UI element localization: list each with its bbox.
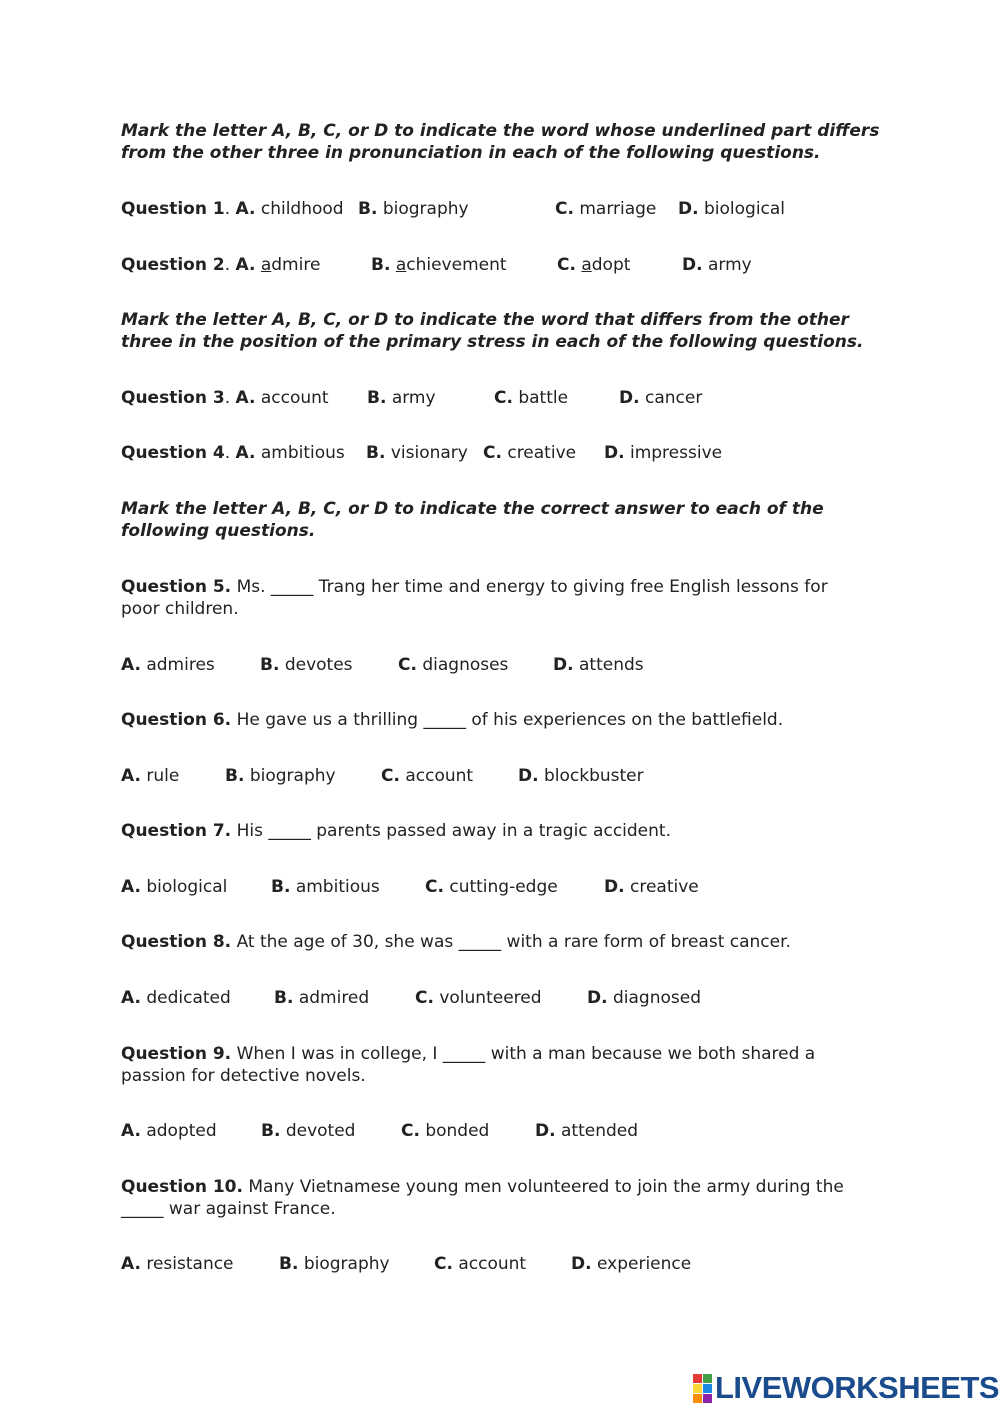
option-a[interactable]: rule [146, 766, 180, 786]
option-d[interactable]: impressive [629, 443, 723, 463]
question-7-stem: Question 7. His _____ parents passed away in a tragic accident. [121, 821, 671, 841]
instruction-correct-answer: Mark the letter A, B, C, or D to indicate the correct answer to each of the following questions. [121, 499, 824, 541]
option-b[interactable]: achievement [395, 255, 507, 275]
question-label: Question 4 [121, 443, 225, 463]
logo-square [703, 1374, 712, 1383]
question-9-options: A. adopted B. devoted C. bonded D. attended [121, 1121, 639, 1141]
instruction-pronunciation: Mark the letter A, B, C, or D to indicate the word whose underlined part differs from the other three in pronunciation in each of the following questions. [121, 121, 880, 163]
option-a[interactable]: biological [146, 877, 228, 897]
question-7-options: A. biological B. ambitious C. cutting-edge D. creative [121, 877, 699, 897]
option-c[interactable]: marriage [579, 199, 657, 219]
option-a[interactable]: resistance [146, 1254, 234, 1274]
question-9-stem: Question 9. When I was in college, I _____ with a man because we both shared a passion for detective novels. [121, 1044, 816, 1086]
option-b[interactable]: biography [382, 199, 469, 219]
question-label: Question 9. [121, 1044, 232, 1064]
question-8-options: A. dedicated B. admired C. volunteered D. diagnosed [121, 988, 701, 1008]
question-5-stem: Question 5. Ms. _____ Trang her time and energy to giving free English lessons for poor children. [121, 577, 828, 619]
option-d[interactable]: experience [596, 1254, 692, 1274]
option-b[interactable]: army [391, 388, 436, 408]
option-b[interactable]: visionary [390, 443, 468, 463]
question-4: Question 4. A. ambitious B. visionary C. creative D. impressive [121, 443, 723, 463]
option-d[interactable]: attended [560, 1121, 639, 1141]
question-3: Question 3. A. account B. army C. battle D. cancer [121, 388, 703, 408]
option-a[interactable]: adopted [146, 1121, 217, 1141]
question-label: Question 2 [121, 255, 225, 275]
question-2: Question 2. A. admire B. achievement C. adopt D. army [121, 255, 752, 275]
question-10-options: A. resistance B. biography C. account D. experience [121, 1254, 692, 1274]
option-a[interactable]: dedicated [146, 988, 231, 1008]
instruction-stress: Mark the letter A, B, C, or D to indicate the word that differs from the other three in the position of the primary stress in each of the following questions. [121, 310, 864, 352]
option-a[interactable]: ambitious [260, 443, 345, 463]
option-d[interactable]: diagnosed [612, 988, 701, 1008]
option-a[interactable]: admire [260, 255, 321, 275]
option-c[interactable]: battle [518, 388, 569, 408]
option-c[interactable]: diagnoses [422, 655, 509, 675]
option-a[interactable]: admires [146, 655, 215, 675]
question-label: Question 3 [121, 388, 225, 408]
question-8-stem: Question 8. At the age of 30, she was _____ with a rare form of breast cancer. [121, 932, 791, 952]
option-d[interactable]: blockbuster [543, 766, 644, 786]
option-a[interactable]: childhood [260, 199, 344, 219]
question-label: Question 1 [121, 199, 225, 219]
option-b[interactable]: devotes [284, 655, 353, 675]
option-d[interactable]: attends [578, 655, 644, 675]
option-c[interactable]: account [458, 1254, 527, 1274]
logo-square [693, 1384, 702, 1393]
option-a[interactable]: account [260, 388, 329, 408]
logo-square [703, 1394, 712, 1403]
liveworksheets-logo [693, 1372, 999, 1404]
option-c[interactable]: account [405, 766, 474, 786]
question-label: Question 8. [121, 932, 232, 952]
option-b[interactable]: biography [303, 1254, 390, 1274]
option-b[interactable]: biography [249, 766, 336, 786]
option-d[interactable]: creative [629, 877, 699, 897]
option-d[interactable]: biological [703, 199, 786, 219]
question-6-stem: Question 6. He gave us a thrilling _____ of his experiences on the battlefield. [121, 710, 784, 730]
option-c[interactable]: adopt [581, 255, 631, 275]
question-1: Question 1. A. childhood B. biography C. marriage D. biological [121, 199, 786, 219]
question-6-options: A. rule B. biography C. account D. blockbuster [121, 766, 644, 786]
option-c[interactable]: cutting-edge [449, 877, 558, 897]
option-d[interactable]: cancer [644, 388, 703, 408]
option-b[interactable]: devoted [285, 1121, 356, 1141]
question-label: Question 10. [121, 1177, 243, 1197]
option-c[interactable]: bonded [425, 1121, 490, 1141]
logo-square [693, 1374, 702, 1383]
question-5-options: A. admires B. devotes C. diagnoses D. attends [121, 655, 644, 675]
option-c[interactable]: creative [507, 443, 577, 463]
logo-text: LIVEWORKSHEETS [715, 1370, 1000, 1405]
option-c[interactable]: volunteered [439, 988, 542, 1008]
logo-square [693, 1394, 702, 1403]
option-d[interactable]: army [707, 255, 752, 275]
logo-icon [693, 1374, 712, 1403]
option-b[interactable]: admired [298, 988, 370, 1008]
logo-square [703, 1384, 712, 1393]
option-b[interactable]: ambitious [295, 877, 380, 897]
question-label: Question 6. [121, 710, 232, 730]
question-label: Question 5. [121, 577, 232, 597]
question-10-stem: Question 10. Many Vietnamese young men volunteered to join the army during the _____ war against France. [121, 1177, 844, 1219]
question-label: Question 7. [121, 821, 232, 841]
